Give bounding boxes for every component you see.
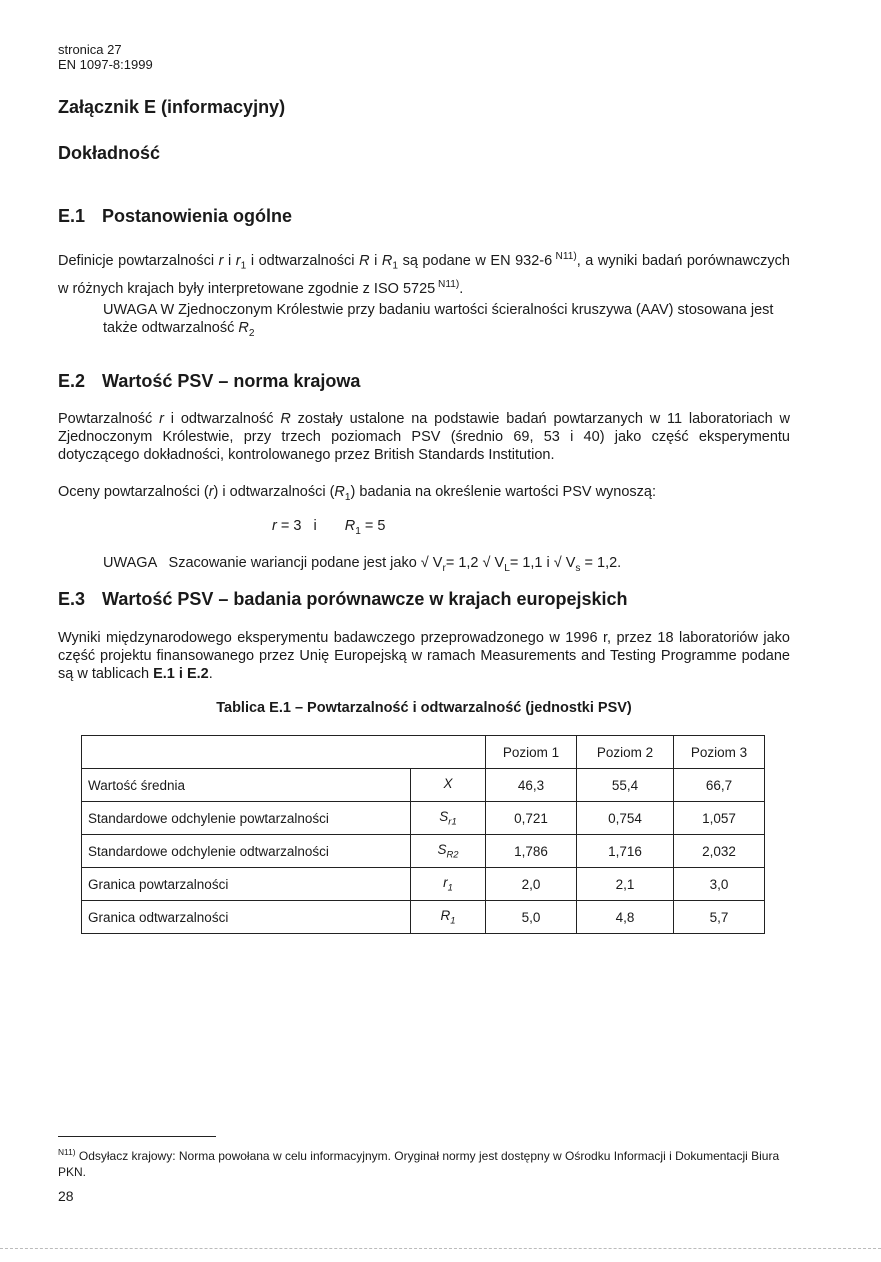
table-cell: 46,3 — [486, 769, 577, 802]
row-symbol: $S_{R2}$ — [411, 835, 486, 868]
row-label: Granica powtarzalności — [82, 868, 411, 901]
row-symbol: X — [411, 769, 486, 802]
table-row — [82, 868, 765, 901]
table-cell: 4,8 — [577, 901, 674, 934]
table-row — [82, 901, 765, 934]
table-cell: 0,721 — [486, 802, 577, 835]
section-e1-number: E.1 — [58, 206, 86, 226]
section-e1-note: UWAGA W Zjednoczonym Królestwie przy badaniu wartości ścieralności kruszywa (AAV) stosowana jest także odtwarzalność $R_2$ — [103, 302, 774, 339]
row-label: Standardowe odchylenie powtarzalności — [82, 802, 411, 835]
table-cell: 3,0 — [674, 868, 765, 901]
table-cell: 5,7 — [674, 901, 765, 934]
table-header-blank — [82, 736, 486, 769]
table-cell: 5,0 — [486, 901, 577, 934]
annex-subtitle: Dokładność — [58, 143, 161, 163]
footnote — [58, 1144, 790, 1180]
table-header-cell: Poziom 2 — [577, 736, 674, 769]
section-e3-heading — [58, 589, 628, 610]
section-e2-note: UWAGA Szacowanie wariancji podane jest jako √ $V_r= 1,2$ √ $V_L= 1,1$ i √ $V_s = 1,2$. — [103, 555, 622, 574]
footnote-mark: N11) — [58, 1147, 76, 1157]
section-e2-number: E.2 — [58, 371, 86, 391]
table-row — [82, 835, 765, 868]
section-e3-title: Wartość PSV – badania porównawcze w krajach europejskich — [102, 589, 628, 609]
section-e1-heading — [58, 206, 292, 227]
table-cell: 66,7 — [674, 769, 765, 802]
table-header-cell: Poziom 3 — [674, 736, 765, 769]
footnote-text: Odsyłacz krajowy: Norma powołana w celu informacyjnym. Oryginał normy jest dostępny w Ośrodku Informacji i Dokumentacji Biura PKN. — [58, 1149, 780, 1179]
formula-estimates: r = 3 i $R_1 = 5$ — [272, 518, 386, 537]
section-e1-title: Postanowienia ogólne — [102, 206, 293, 226]
table-caption: Tablica E.1 – Powtarzalność i odtwarzalność (jednostki PSV) — [216, 700, 632, 716]
row-symbol: $r_1$ — [411, 868, 486, 901]
page-number: 28 — [58, 1188, 74, 1204]
table-cell: 2,0 — [486, 868, 577, 901]
annex-title: Załącznik E (informacyjny) — [58, 97, 286, 117]
row-label: Standardowe odchylenie odtwarzalności — [82, 835, 411, 868]
row-label: Granica odtwarzalności — [82, 901, 411, 934]
section-e2-paragraph-2: Oceny powtarzalności (r) i odtwarzalności $(R_1)$ badania na określenie wartości PSV wynoszą: — [58, 484, 657, 503]
table-header-cell: Poziom 1 — [486, 736, 577, 769]
data-table — [81, 735, 765, 934]
table-header-row — [82, 736, 765, 769]
row-label: Wartość średnia — [82, 769, 411, 802]
section-e2-heading — [58, 371, 360, 392]
section-e2-title: Wartość PSV – norma krajowa — [102, 371, 361, 391]
table-cell: 1,716 — [577, 835, 674, 868]
scan-edge-divider — [0, 1248, 881, 1249]
standard-number: EN 1097-8:1999 — [58, 57, 153, 72]
page-label: stronica 27 — [58, 42, 122, 57]
table-cell: 1,786 — [486, 835, 577, 868]
table-cell: 2,1 — [577, 868, 674, 901]
table-cell: 2,032 — [674, 835, 765, 868]
section-e3-paragraph: Wyniki międzynarodowego eksperymentu badawczego przeprowadzonego w 1996 r, przez 18 laboratoriów jako część projektu finansowanego przez Unię Europejską w ramach Measurements and Testing Programme podane są w tablicach E.1 i E.2. — [58, 630, 790, 682]
section-e1-paragraph: Definicje powtarzalności r i $r_1$ i odtwarzalności R i $R_1$ są podane w EN 932-6 $^{N11)}$, a wyniki badań porównawczych w różnych krajach były interpretowane zgodnie z ISO 5725 $^{N11)}$. — [58, 251, 790, 297]
section-e3-number: E.3 — [58, 589, 86, 609]
footnote-rule — [58, 1136, 216, 1137]
table-cell: 55,4 — [577, 769, 674, 802]
row-symbol: $R_1$ — [411, 901, 486, 934]
row-symbol: $S_{r1}$ — [411, 802, 486, 835]
table-row — [82, 769, 765, 802]
table-cell: 0,754 — [577, 802, 674, 835]
table-cell: 1,057 — [674, 802, 765, 835]
section-e2-paragraph-1: Powtarzalność r i odtwarzalność R zostały ustalone na podstawie badań powtarzanych w 11 laboratoriach w Zjednoczonym Królestwie, przy trzech poziomach PSV (średnio 69, 53 i 40) jako część eksperymentu dotyczącego dokładności, kontrolowanego przez British Standards Institution. — [58, 411, 791, 463]
table-row — [82, 802, 765, 835]
